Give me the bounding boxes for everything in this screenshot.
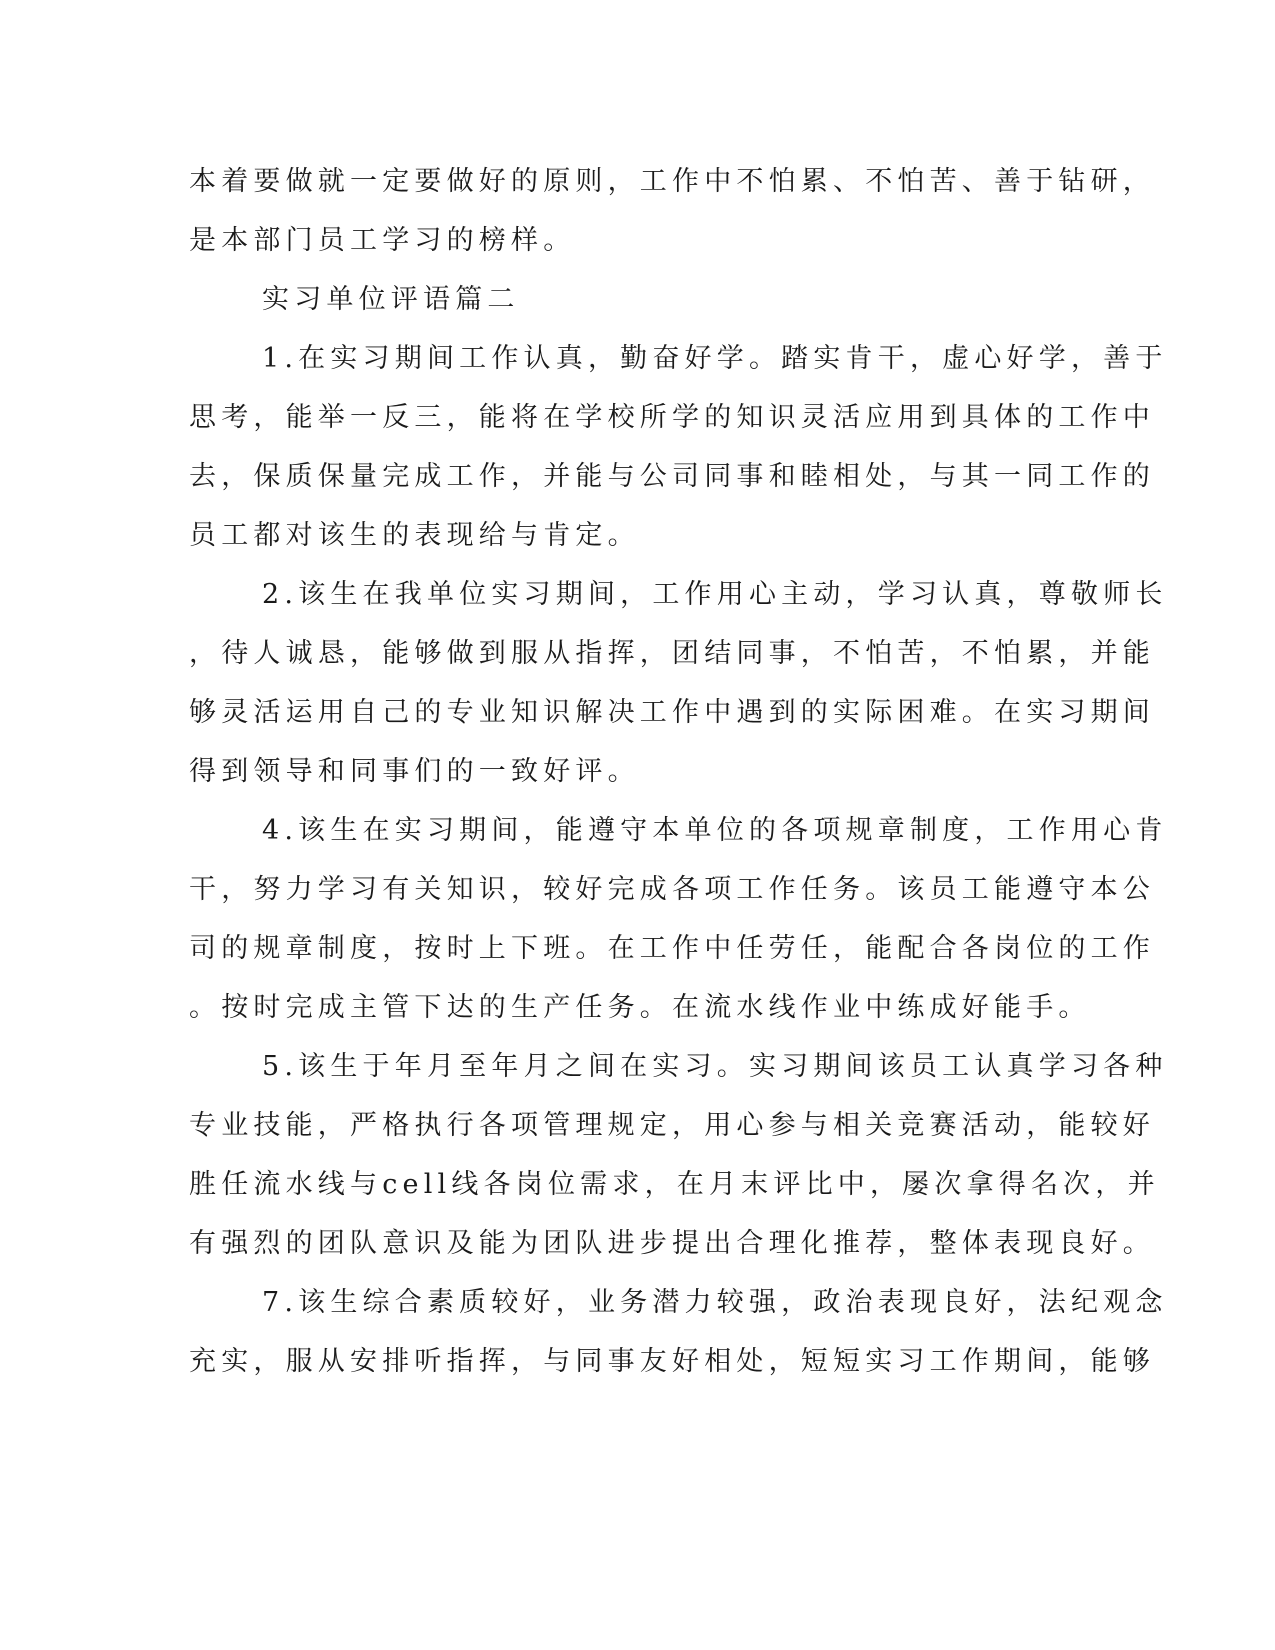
- text-line: 员工都对该生的表现给与肯定。: [189, 520, 640, 551]
- text-line: 5.该生于年月至年月之间在实习。实习期间该员工认真学习各种: [262, 1051, 1168, 1082]
- text-line: 是本部门员工学习的榜样。: [189, 225, 576, 256]
- text-line: 1.在实习期间工作认真，勤奋好学。踏实肯干，虚心好学，善于: [262, 343, 1168, 374]
- text-line: 。按时完成主管下达的生产任务。在流水线作业中练成好能手。: [189, 992, 1091, 1023]
- text-line: 本着要做就一定要做好的原则，工作中不怕累、不怕苦、善于钻研，: [189, 166, 1155, 197]
- text-line: 4.该生在实习期间，能遵守本单位的各项规章制度，工作用心肯: [262, 815, 1168, 846]
- text-line: ，待人诚恳，能够做到服从指挥，团结同事，不怕苦，不怕累，并能: [189, 638, 1155, 669]
- text-line: 2.该生在我单位实习期间，工作用心主动，学习认真，尊敬师长: [262, 579, 1168, 610]
- text-line: 胜任流水线与cell线各岗位需求，在月末评比中，屡次拿得名次，并: [189, 1169, 1160, 1200]
- text-line: 充实，服从安排听指挥，与同事友好相处，短短实习工作期间，能够: [189, 1346, 1155, 1377]
- text-line: 司的规章制度，按时上下班。在工作中任劳任，能配合各岗位的工作: [189, 933, 1155, 964]
- text-line: 7.该生综合素质较好，业务潜力较强，政治表现良好，法纪观念: [262, 1287, 1168, 1318]
- section-heading: 实习单位评语篇二: [262, 284, 520, 315]
- text-line: 干，努力学习有关知识，较好完成各项工作任务。该员工能遵守本公: [189, 874, 1155, 905]
- text-line: 得到领导和同事们的一致好评。: [189, 756, 640, 787]
- text-line: 够灵活运用自己的专业知识解决工作中遇到的实际困难。在实习期间: [189, 697, 1155, 728]
- text-line: 有强烈的团队意识及能为团队进步提出合理化推荐，整体表现良好。: [189, 1228, 1155, 1259]
- text-line: 思考，能举一反三，能将在学校所学的知识灵活应用到具体的工作中: [189, 402, 1155, 433]
- text-line: 去，保质保量完成工作，并能与公司同事和睦相处，与其一同工作的: [189, 461, 1155, 492]
- text-line: 专业技能，严格执行各项管理规定，用心参与相关竞赛活动，能较好: [189, 1110, 1155, 1141]
